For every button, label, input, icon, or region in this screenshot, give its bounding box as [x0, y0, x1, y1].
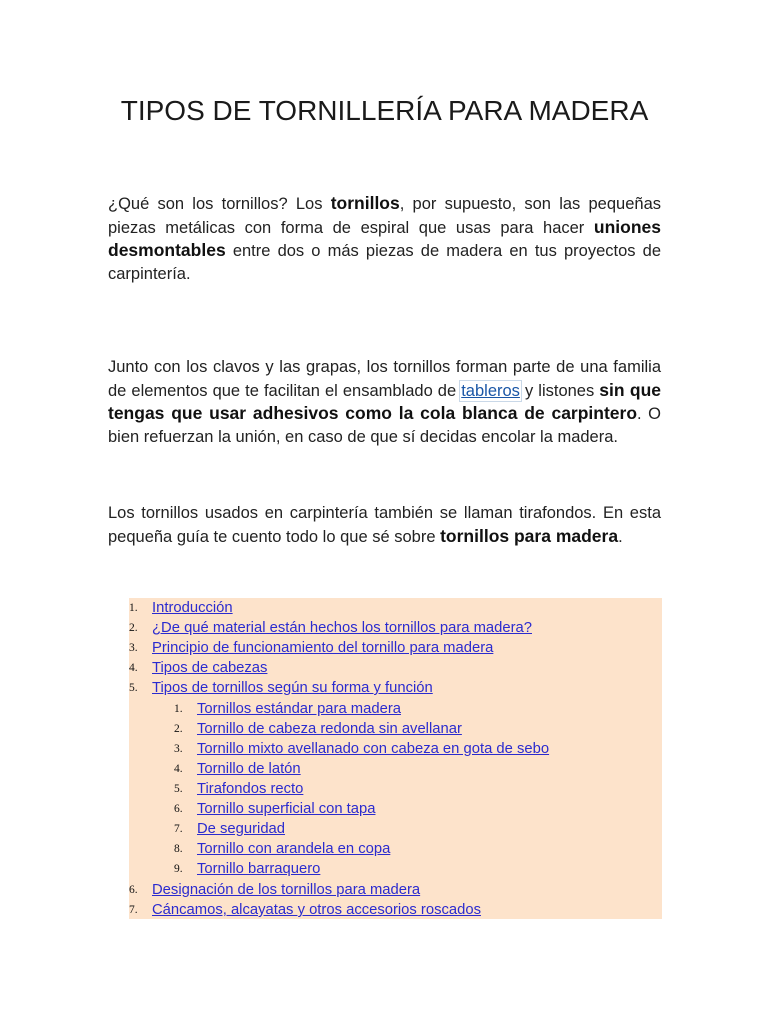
p1-bold-tornillos: tornillos: [330, 193, 400, 213]
p3-text-2: .: [618, 527, 623, 546]
toc-sublink[interactable]: Tornillo mixto avellanado con cabeza en gota de sebo: [197, 741, 550, 757]
p2-text-2: y listones: [519, 381, 600, 400]
toc-sublink[interactable]: Tornillo de latón: [197, 761, 301, 777]
third-paragraph: [108, 502, 661, 548]
toc-subitem-number: 3.: [174, 743, 183, 755]
toc-subitem-number: 6.: [174, 803, 183, 815]
toc-item-number: 5.: [129, 682, 138, 694]
tableros-link[interactable]: tableros: [461, 381, 520, 400]
toc-subitem-number: 8.: [174, 843, 183, 855]
toc-subitem-number: 9.: [174, 863, 183, 875]
toc-subitem-number: 1.: [174, 703, 183, 715]
page-title: TIPOS DE TORNILLERÍA PARA MADERA: [120, 95, 649, 126]
toc-link[interactable]: Designación de los tornillos para madera: [152, 882, 421, 898]
toc-sublink[interactable]: Tornillo barraquero: [197, 861, 321, 877]
toc-subitem-number: 2.: [174, 723, 183, 735]
toc-link[interactable]: Cáncamos, alcayatas y otros accesorios roscados: [152, 902, 481, 918]
toc-subitem-number: 7.: [174, 823, 183, 835]
toc-sublink[interactable]: Tornillos estándar para madera: [197, 701, 401, 717]
intro-paragraph: [108, 192, 661, 286]
p1-bold-uniones: uniones desmontables: [108, 216, 661, 261]
toc-sublink[interactable]: Tornillo de cabeza redonda sin avellanar: [197, 721, 462, 737]
toc-item-number: 7.: [129, 904, 138, 916]
toc-subitem-number: 5.: [174, 783, 183, 795]
toc-item-number: 3.: [129, 642, 138, 654]
p2-text-3: . O bien refuerzan la unión, en caso de que sí decidas encolar la madera.: [108, 405, 661, 447]
toc-link[interactable]: Principio de funcionamiento del tornillo para madera: [152, 640, 494, 656]
toc-sublink[interactable]: Tornillo con arandela en copa: [197, 841, 391, 857]
p1-text-3: entre dos o más piezas de madera en tus proyectos de carpintería.: [108, 242, 661, 284]
p1-text-1: ¿Qué son los tornillos? Los: [108, 195, 331, 213]
toc-sublink[interactable]: Tornillo superficial con tapa: [197, 801, 376, 817]
p2-text-1: Junto con los clavos y las grapas, los tornillos forman parte de una familia de elementos que te facilitan el ensamblado de: [108, 358, 661, 400]
second-paragraph: [108, 356, 661, 449]
toc-link[interactable]: ¿De qué material están hechos los tornillos para madera?: [152, 620, 532, 636]
toc-item-number: 2.: [129, 622, 138, 634]
toc-link[interactable]: Tipos de cabezas: [152, 660, 268, 676]
toc-sublink[interactable]: Tirafondos recto: [197, 781, 304, 797]
toc-link[interactable]: Introducción: [152, 600, 233, 616]
toc-item-number: 4.: [129, 662, 138, 674]
p3-text-1: Los tornillos usados en carpintería también se llaman tirafondos. En esta pequeña guía te cuento todo lo que sé sobre: [108, 504, 661, 546]
toc-sublink[interactable]: De seguridad: [197, 821, 286, 837]
toc-item-number: 1.: [129, 602, 138, 614]
toc-subitem-number: 4.: [174, 763, 183, 775]
p3-bold-tornillos-madera: tornillos para madera: [440, 525, 619, 546]
p2-bold-adhesivos: sin que tengas que usar adhesivos como la cola blanca de carpintero: [108, 379, 662, 424]
p1-text-2: , por supuesto, son las pequeñas piezas metálicas con forma de espiral que usas para hacer: [108, 195, 661, 237]
toc-item-number: 6.: [129, 884, 138, 896]
toc-link[interactable]: Tipos de tornillos según su forma y función: [152, 680, 433, 696]
